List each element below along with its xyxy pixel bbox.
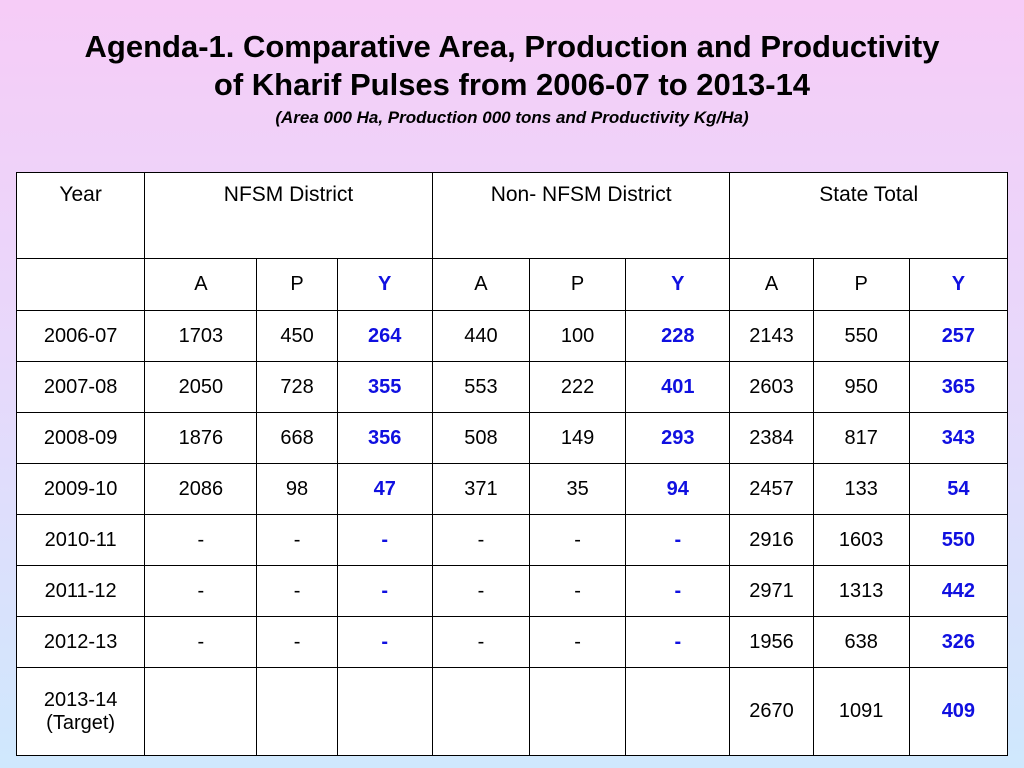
year-cell	[17, 617, 145, 668]
year-cell	[17, 668, 145, 756]
cell-nfsm-area: 2086	[145, 464, 257, 515]
cell-non-nfsm-area	[432, 668, 529, 756]
cell-non-nfsm-production: 100	[530, 311, 626, 362]
year-label: 2013-14	[43, 688, 118, 711]
title-line-1: Agenda-1. Comparative Area, Production and Productivity	[84, 29, 940, 64]
subheader-non-nfsm-production: P	[530, 259, 626, 311]
group-header-nfsm: NFSM District	[145, 173, 433, 259]
subheader-row	[17, 259, 1008, 311]
cell-state-production: 550	[813, 311, 909, 362]
cell-non-nfsm-yield: 94	[626, 464, 730, 515]
cell-state-production: 1313	[813, 566, 909, 617]
cell-nfsm-area: -	[145, 566, 257, 617]
year-label: 2006-07	[43, 324, 118, 347]
cell-state-production: 950	[813, 362, 909, 413]
cell-non-nfsm-area: -	[432, 566, 529, 617]
cell-non-nfsm-yield: 293	[626, 413, 730, 464]
cell-nfsm-production: 668	[257, 413, 337, 464]
cell-non-nfsm-area: -	[432, 515, 529, 566]
table-body	[17, 173, 1008, 756]
table-row	[17, 311, 1008, 362]
table-row	[17, 362, 1008, 413]
cell-nfsm-production	[257, 668, 337, 756]
cell-state-area: 2971	[730, 566, 813, 617]
subheader-state-yield: Y	[909, 259, 1007, 311]
cell-nfsm-area: -	[145, 617, 257, 668]
subheader-empty	[17, 259, 145, 311]
year-label: 2011-12	[44, 579, 117, 602]
cell-nfsm-yield: -	[337, 515, 432, 566]
year-label: 2010-11	[44, 528, 117, 551]
year-note: (Target)	[46, 711, 116, 734]
cell-state-yield: 257	[909, 311, 1007, 362]
year-cell	[17, 566, 145, 617]
cell-state-area: 2143	[730, 311, 813, 362]
subheader-nfsm-yield: Y	[337, 259, 432, 311]
cell-state-area: 1956	[730, 617, 813, 668]
year-cell	[17, 464, 145, 515]
cell-state-yield: 442	[909, 566, 1007, 617]
kharif-pulses-table	[16, 172, 1008, 756]
cell-nfsm-production: 98	[257, 464, 337, 515]
year-header: Year	[17, 173, 145, 259]
cell-nfsm-area: 2050	[145, 362, 257, 413]
cell-nfsm-production: -	[257, 566, 337, 617]
cell-state-production: 133	[813, 464, 909, 515]
cell-non-nfsm-yield: -	[626, 617, 730, 668]
table-row	[17, 515, 1008, 566]
cell-nfsm-yield: 47	[337, 464, 432, 515]
subheader-non-nfsm-yield: Y	[626, 259, 730, 311]
cell-state-production: 817	[813, 413, 909, 464]
year-cell	[17, 515, 145, 566]
cell-state-yield: 365	[909, 362, 1007, 413]
cell-non-nfsm-production	[530, 668, 626, 756]
cell-state-production: 638	[813, 617, 909, 668]
group-header-non-nfsm: Non- NFSM District	[432, 173, 730, 259]
cell-state-production: 1091	[813, 668, 909, 756]
cell-state-production: 1603	[813, 515, 909, 566]
cell-nfsm-production: 450	[257, 311, 337, 362]
cell-non-nfsm-yield: -	[626, 515, 730, 566]
cell-nfsm-area: -	[145, 515, 257, 566]
cell-nfsm-yield: 356	[337, 413, 432, 464]
subheader-non-nfsm-area: A	[432, 259, 529, 311]
table-row	[17, 668, 1008, 756]
subheader-nfsm-production: P	[257, 259, 337, 311]
table-row	[17, 413, 1008, 464]
subheader-state-area: A	[730, 259, 813, 311]
cell-state-area: 2384	[730, 413, 813, 464]
cell-nfsm-yield	[337, 668, 432, 756]
cell-state-area: 2457	[730, 464, 813, 515]
table-row	[17, 617, 1008, 668]
subheader-nfsm-area: A	[145, 259, 257, 311]
table-row	[17, 464, 1008, 515]
cell-nfsm-yield: -	[337, 617, 432, 668]
group-header-row	[17, 173, 1008, 259]
cell-non-nfsm-production: -	[530, 515, 626, 566]
cell-state-area: 2670	[730, 668, 813, 756]
cell-nfsm-area	[145, 668, 257, 756]
cell-nfsm-yield: 355	[337, 362, 432, 413]
cell-non-nfsm-yield: 401	[626, 362, 730, 413]
title-line-2: of Kharif Pulses from 2006-07 to 2013-14	[213, 67, 811, 102]
subheader-state-production: P	[813, 259, 909, 311]
year-cell	[17, 362, 145, 413]
cell-non-nfsm-production: -	[530, 566, 626, 617]
year-label: 2007-08	[43, 375, 118, 398]
cell-state-area: 2603	[730, 362, 813, 413]
cell-non-nfsm-yield: -	[626, 566, 730, 617]
cell-non-nfsm-yield: 228	[626, 311, 730, 362]
year-label: 2009-10	[43, 477, 118, 500]
cell-non-nfsm-production: 222	[530, 362, 626, 413]
cell-non-nfsm-area: 508	[432, 413, 529, 464]
cell-nfsm-area: 1876	[145, 413, 257, 464]
units-subtitle: (Area 000 Ha, Production 000 tons and Productivity Kg/Ha)	[275, 108, 749, 127]
cell-non-nfsm-production: -	[530, 617, 626, 668]
cell-nfsm-production: -	[257, 515, 337, 566]
year-cell	[17, 413, 145, 464]
year-label: 2012-13	[43, 630, 118, 653]
cell-non-nfsm-yield	[626, 668, 730, 756]
cell-non-nfsm-production: 149	[530, 413, 626, 464]
cell-non-nfsm-area: -	[432, 617, 529, 668]
cell-nfsm-yield: 264	[337, 311, 432, 362]
cell-nfsm-area: 1703	[145, 311, 257, 362]
cell-state-yield: 326	[909, 617, 1007, 668]
cell-nfsm-production: 728	[257, 362, 337, 413]
cell-nfsm-production: -	[257, 617, 337, 668]
cell-state-area: 2916	[730, 515, 813, 566]
group-header-state-total: State Total	[730, 173, 1008, 259]
cell-non-nfsm-area: 371	[432, 464, 529, 515]
cell-non-nfsm-area: 440	[432, 311, 529, 362]
table-row	[17, 566, 1008, 617]
page-title	[0, 28, 1024, 104]
cell-non-nfsm-production: 35	[530, 464, 626, 515]
year-cell	[17, 311, 145, 362]
cell-nfsm-yield: -	[337, 566, 432, 617]
cell-state-yield: 343	[909, 413, 1007, 464]
cell-non-nfsm-area: 553	[432, 362, 529, 413]
cell-state-yield: 54	[909, 464, 1007, 515]
cell-state-yield: 409	[909, 668, 1007, 756]
year-label: 2008-09	[43, 426, 118, 449]
cell-state-yield: 550	[909, 515, 1007, 566]
